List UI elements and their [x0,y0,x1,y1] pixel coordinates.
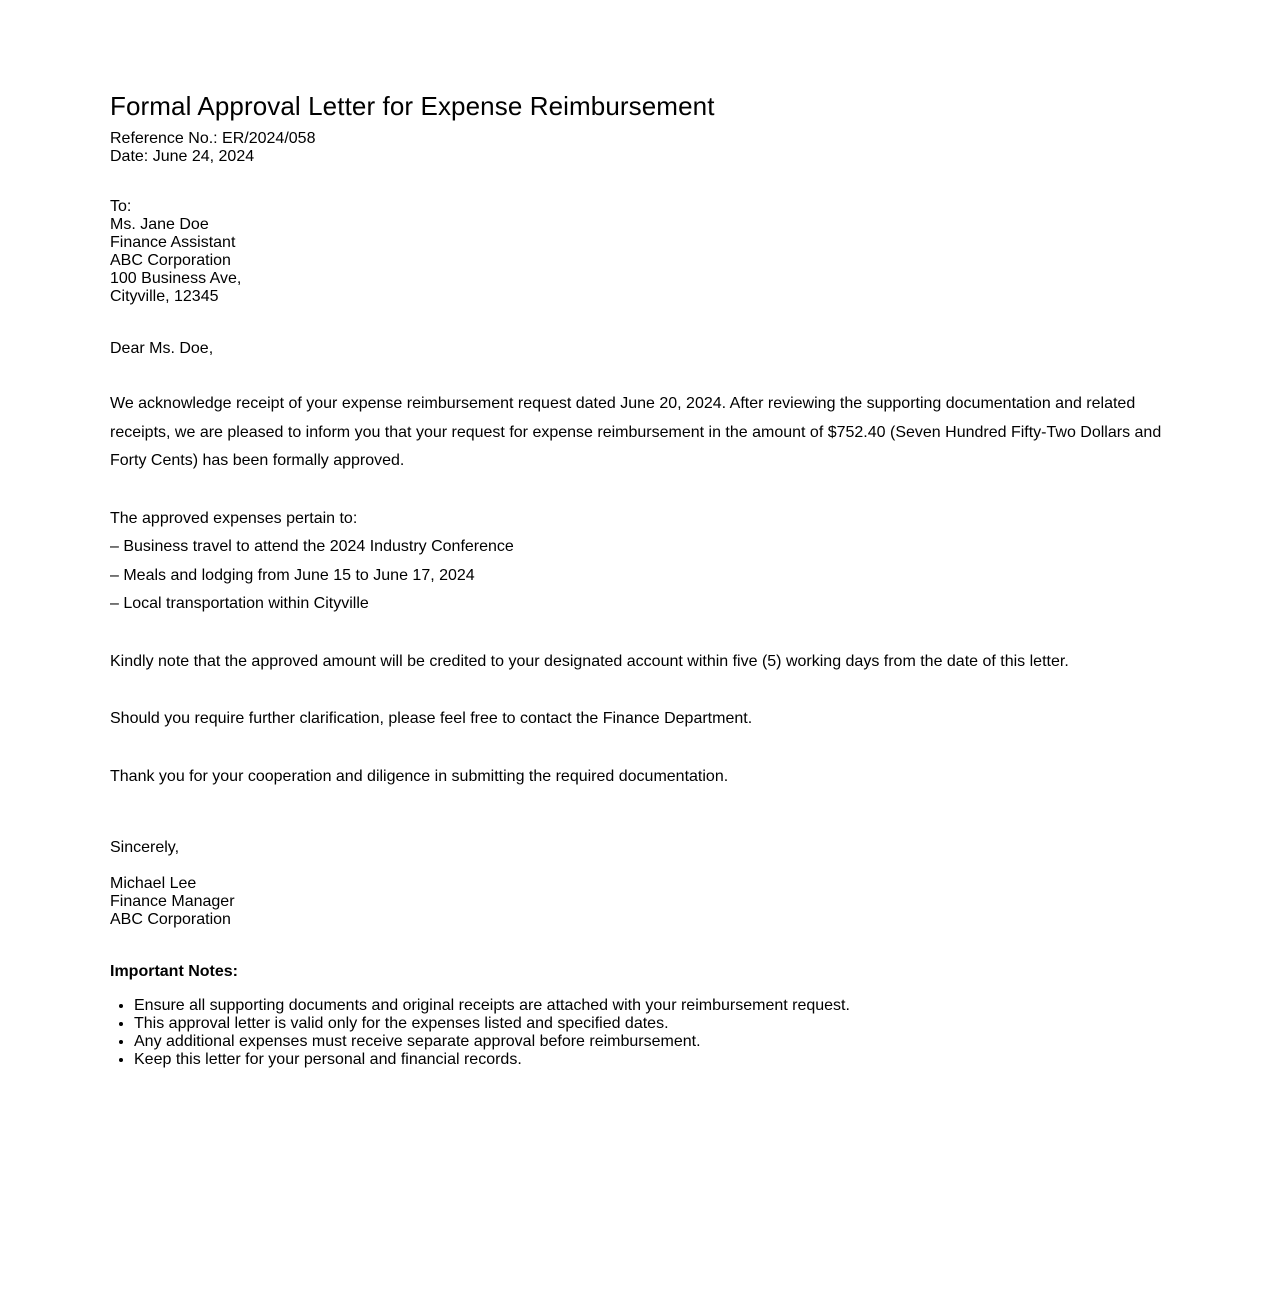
expense-item: – Meals and lodging from June 15 to June 17, 2024 [110,566,475,584]
signature-block [110,875,1168,929]
expenses-intro: The approved expenses pertain to: [110,509,358,527]
signatory-company: ABC Corporation [110,911,231,928]
recipient-address [110,198,1168,306]
body-paragraph-approval: We acknowledge receipt of your expense reimbursement request dated June 20, 2024. After reviewing the supporting documentation and related receipts, we are pleased to inform you that your request for expense reimbursement in the amount of $752.40 (Seven Hundred Fifty-Two Dollars and Forty Cents) has been formally approved. [110,395,1162,469]
recipient-address-line2: Cityville, 12345 [110,288,219,305]
recipient-address-line1: 100 Business Ave, [110,270,242,287]
note-item: • Ensure all supporting documents and original receipts are attached with your reimbursement request. [134,997,1168,1015]
expense-item: – Business travel to attend the 2024 Industry Conference [110,538,514,555]
body-paragraph-credit: Kindly note that the approved amount will be credited to your designated account within five (5) working days from the date of this letter. [110,652,1069,670]
body-paragraph-thanks: Thank you for your cooperation and diligence in submitting the required documentation. [110,767,729,785]
recipient-position: Finance Assistant [110,234,236,251]
signatory-name: Michael Lee [110,875,197,892]
recipient-company: ABC Corporation [110,252,231,269]
reference-block [110,130,1168,166]
salutation: Dear Ms. Doe, [110,340,214,357]
body-paragraph-contact: Should you require further clarification, please feel free to contact the Finance Department. [110,710,753,727]
note-item: • Any additional expenses must receive separate approval before reimbursement. [134,1033,1168,1051]
reference-number: Reference No.: ER/2024/058 [110,130,316,147]
expense-item: – Local transportation within Cityville [110,595,369,612]
important-notes-heading: Important Notes: [110,963,238,980]
recipient-name: Ms. Jane Doe [110,216,209,233]
approved-expenses [110,505,1168,619]
important-notes-list [110,997,1168,1069]
signatory-title: Finance Manager [110,893,235,910]
note-item: • Keep this letter for your personal and financial records. [134,1051,1168,1069]
letter-title: Formal Approval Letter for Expense Reimbursement [110,91,715,121]
note-item: • This approval letter is valid only for the expenses listed and specified dates. [134,1015,1168,1033]
closing: Sincerely, [110,839,180,856]
letter-date: Date: June 24, 2024 [110,148,255,165]
recipient-to-label: To: [110,198,132,215]
